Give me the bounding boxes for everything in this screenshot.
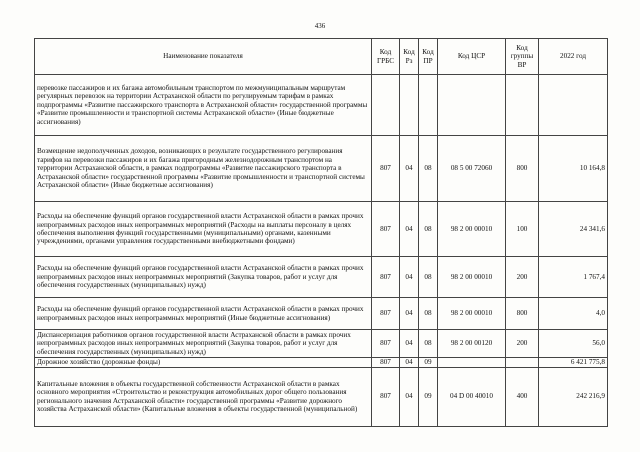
row-grbs: 807 bbox=[372, 298, 400, 330]
table-row bbox=[35, 136, 608, 202]
row-name: Диспансеризация работников органов государственной власти Астраханской области в рамках прочих непрограммных расходов иных непрограммных мероприятий (Закупка товаров, работ и услуг для обеспечения государственных (муниципальных) нужд) bbox=[35, 330, 372, 358]
row-name: Дорожное хозяйство (дорожные фонды) bbox=[35, 358, 372, 367]
table-row bbox=[35, 330, 608, 358]
header-csr: Код ЦСР bbox=[438, 39, 506, 75]
header-grbs: Код ГРБС bbox=[372, 39, 400, 75]
row-rz: 04 bbox=[400, 330, 419, 358]
row-csr: 98 2 00 00010 bbox=[438, 257, 506, 298]
row-grbs: 807 bbox=[372, 136, 400, 202]
row-amount bbox=[539, 75, 608, 136]
header-pr: Код ПР bbox=[419, 39, 438, 75]
row-csr: 98 2 00 00010 bbox=[438, 202, 506, 257]
header-vr: Код группы ВР bbox=[506, 39, 539, 75]
row-pr: 08 bbox=[419, 298, 438, 330]
row-pr: 08 bbox=[419, 330, 438, 358]
row-vr: 200 bbox=[506, 330, 539, 358]
page-number: 436 bbox=[314, 22, 326, 30]
table-row bbox=[35, 367, 608, 426]
row-vr: 400 bbox=[506, 367, 539, 426]
row-name: перевозке пассажиров и их багажа автомобильным транспортом по межмуниципальным маршрутам регулярных перевозок на территории Астраханской области по регулируемым тарифам в рамках подпрограммы «Развитие пассажирского транспорта в Астраханской области» государственной программы «Развитие промышленности и транспортной системы Астраханской области» (Иные бюджетные ассигнования) bbox=[35, 75, 372, 136]
row-pr: 09 bbox=[419, 358, 438, 367]
row-amount: 24 341,6 bbox=[539, 202, 608, 257]
header-name: Наименование показателя bbox=[35, 39, 372, 75]
row-amount: 6 421 775,8 bbox=[539, 358, 608, 367]
row-csr: 98 2 00 00010 bbox=[438, 298, 506, 330]
budget-table bbox=[34, 38, 608, 427]
row-amount: 56,0 bbox=[539, 330, 608, 358]
row-csr: 08 5 00 72060 bbox=[438, 136, 506, 202]
row-rz: 04 bbox=[400, 136, 419, 202]
row-pr: 09 bbox=[419, 367, 438, 426]
row-vr: 800 bbox=[506, 136, 539, 202]
row-grbs: 807 bbox=[372, 330, 400, 358]
table-row bbox=[35, 257, 608, 298]
table-row bbox=[35, 358, 608, 367]
row-name: Капитальные вложения в объекты государственной собственности Астраханской области в рамках основного мероприятия «Строительство и реконструкция автомобильных дорог общего пользования регионального значения Астраханской области» государственной программы «Развитие дорожного хозяйства Астраханской области» (Капитальные вложения в объекты государственной (муниципальной) bbox=[35, 367, 372, 426]
row-rz: 04 bbox=[400, 202, 419, 257]
row-name: Возмещение недополученных доходов, возникающих в результате государственного регулирования тарифов на перевозки пассажиров и их багажа пригородным железнодорожным транспортом на территории Астраханской области, в рамках подпрограммы «Развитие пассажирского транспорта в Астраханской области» государственной программы «Развитие промышленности и транспортной системы Астраханской области» (Иные бюджетные ассигнования) bbox=[35, 136, 372, 202]
header-row bbox=[35, 39, 608, 75]
row-name: Расходы на обеспечение функций органов государственной власти Астраханской области в рамках прочих непрограммных расходов иных непрограммных мероприятий (Закупка товаров, работ и услуг для обеспечения государственных (муниципальных) нужд) bbox=[35, 257, 372, 298]
row-grbs: 807 bbox=[372, 202, 400, 257]
row-amount: 242 216,9 bbox=[539, 367, 608, 426]
row-grbs: 807 bbox=[372, 358, 400, 367]
row-grbs bbox=[372, 75, 400, 136]
header-rz: Код Рз bbox=[400, 39, 419, 75]
row-csr bbox=[438, 75, 506, 136]
row-pr: 08 bbox=[419, 202, 438, 257]
table-row bbox=[35, 298, 608, 330]
row-pr bbox=[419, 75, 438, 136]
row-vr bbox=[506, 75, 539, 136]
header-year: 2022 год bbox=[539, 39, 608, 75]
row-vr: 200 bbox=[506, 257, 539, 298]
row-vr: 800 bbox=[506, 298, 539, 330]
row-vr: 100 bbox=[506, 202, 539, 257]
row-amount: 10 164,8 bbox=[539, 136, 608, 202]
row-name: Расходы на обеспечение функций органов государственной власти Астраханской области в рамках прочих непрограммных расходов иных непрограммных мероприятий (Иные бюджетные ассигнования) bbox=[35, 298, 372, 330]
row-rz: 04 bbox=[400, 367, 419, 426]
row-rz: 04 bbox=[400, 257, 419, 298]
row-name: Расходы на обеспечение функций органов государственной власти Астраханской области в рамках прочих непрограммных расходов иных непрограммных мероприятий (Расходы на выплаты персоналу в целях обеспечения выполнения функций государственными (муниципальными) органами, казенными учреждениями, органами управления государственными внебюджетными фондами) bbox=[35, 202, 372, 257]
row-amount: 4,0 bbox=[539, 298, 608, 330]
row-grbs: 807 bbox=[372, 257, 400, 298]
table-row bbox=[35, 202, 608, 257]
row-pr: 08 bbox=[419, 257, 438, 298]
row-pr: 08 bbox=[419, 136, 438, 202]
row-csr: 04 D 00 40010 bbox=[438, 367, 506, 426]
row-rz bbox=[400, 75, 419, 136]
row-csr bbox=[438, 358, 506, 367]
row-grbs: 807 bbox=[372, 367, 400, 426]
row-rz: 04 bbox=[400, 298, 419, 330]
row-amount: 1 767,4 bbox=[539, 257, 608, 298]
row-csr: 98 2 00 00120 bbox=[438, 330, 506, 358]
row-vr bbox=[506, 358, 539, 367]
table-row bbox=[35, 75, 608, 136]
row-rz: 04 bbox=[400, 358, 419, 367]
